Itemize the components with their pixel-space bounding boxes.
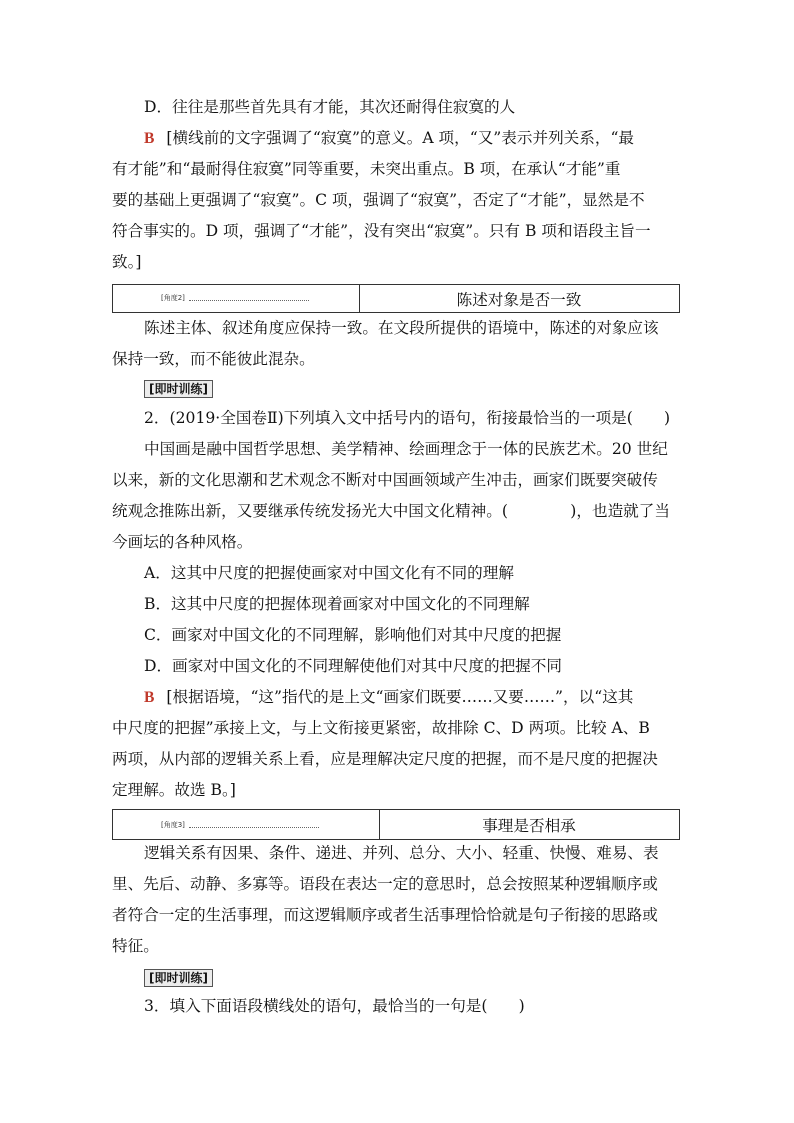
angle-2-body-line-2: 保持一致，而不能彼此混杂。 [112,350,315,368]
angle-3-title: 事理是否相承 [482,816,576,835]
question-2-explanation-line-2: 中尺度的把握”承接上文，与上文衔接更紧密，故排除 C、D 两项。比较 A、B [112,719,650,737]
angle-3-body-line-3: 者符合一定的生活事理，而这逻辑顺序或者生活事理恰恰就是句子衔接的思路或 [112,906,658,924]
angle-2-tag: [角度2] [161,294,185,302]
angle-2-body-line-1: 陈述主体、叙述角度应保持一致。在文段所提供的语境中，陈述的对象应该 [144,319,659,337]
question-2-option-d: D．画家对中国文化的不同理解使他们对其中尺度的把握不同 [144,657,562,675]
angle-2-left-cell [113,285,360,312]
answer-letter: B [144,130,155,147]
explanation-line-2: 有才能”和“最耐得住寂寞”同等重要，未突出重点。B 项，在承认“才能”重 [112,160,621,178]
explanation-line-5: 致。] [112,253,142,271]
question-2-explanation-line-1: B [根据语境，“这”指代的是上文“画家们既要……又要……”，以“这其 [144,688,634,706]
question-2-explanation-line-4: 定理解。故选 B。] [112,781,236,799]
answer-letter: B [144,689,155,706]
angle-2-title: 陈述对象是否一致 [456,290,582,309]
question-2-passage-line-3: 统观念推陈出新，又要继承传统发扬光大中国文化精神。( )，也造就了当 [112,502,670,520]
question-2-explanation-line-3: 两项，从内部的逻辑关系上看，应是理解决定尺度的把握，而不是尺度的把握决 [112,750,658,768]
angle-3-left-cell [113,810,380,839]
angle-3-body-line-4: 特征。 [112,937,159,955]
explanation-line-4: 符合事实的。D 项，强调了“才能”，没有突出“寂寞”。只有 B 项和语段主旨一 [112,222,651,240]
question-2-option-b: B．这其中尺度的把握体现着画家对中国文化的不同理解 [144,595,530,613]
answer-explanation-line-1: B [横线前的文字强调了“寂寞”的意义。A 项，“又”表示并列关系，“最 [144,129,635,147]
angle-2-header [112,284,680,313]
question-2-passage-line-4: 今画坛的各种风格。 [112,533,253,551]
practice-tag: [即时训练] [144,380,213,398]
explanation-line-3: 要的基础上更强调了“寂寞”。C 项，强调了“寂寞”，否定了“才能”，显然是不 [112,191,645,209]
question-2-passage-line-2: 以来，新的文化思潮和艺术观念不断对中国画领域产生冲击，画家们既要突破传 [112,471,658,489]
angle-3-body-line-1: 逻辑关系有因果、条件、递进、并列、总分、大小、轻重、快慢、难易、表 [144,844,659,862]
question-2-option-a: A．这其中尺度的把握使画家对中国文化有不同的理解 [144,564,514,582]
practice-tag: [即时训练] [144,969,213,987]
angle-3-tag: [角度3] [161,821,185,829]
angle-2-dotted-line [189,300,309,301]
question-2-option-c: C．画家对中国文化的不同理解，影响他们对其中尺度的把握 [144,626,562,644]
angle-3-dotted-line [189,827,319,828]
question-2-passage-line-1: 中国画是融中国哲学思想、美学精神、绘画理念于一体的民族艺术。20 世纪 [144,440,668,458]
angle-3-body-line-2: 里、先后、动静、多寡等。语段在表达一定的意思时，总会按照某种逻辑顺序或 [112,875,658,893]
option-d: D．往往是那些首先具有才能，其次还耐得住寂寞的人 [144,98,516,116]
angle-3-header [112,809,680,840]
question-2-stem: 2．(2019·全国卷Ⅱ)下列填入文中括号内的语句，衔接最恰当的一项是( ) [144,409,671,427]
question-3-stem: 3．填入下面语段横线处的语句，最恰当的一句是( ) [144,997,525,1015]
